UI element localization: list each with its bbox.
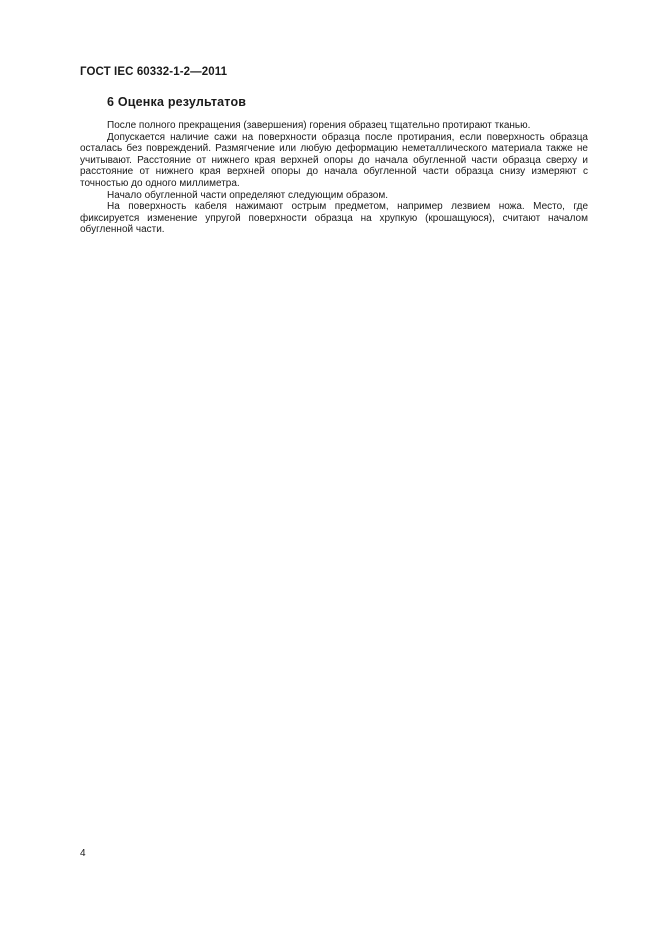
- paragraph: После полного прекращения (завершения) горения образец тщательно протирают тканью.: [107, 120, 531, 131]
- section-heading: 6 Оценка результатов: [107, 95, 247, 109]
- paragraph: Допускается наличие сажи на поверхности образца после протирания, если поверхность образца осталась без повреждений. Размягчение или любую деформацию неметаллического материала также не учитывают. Расстояние от нижнего края верхней опоры до начала обугленной части образца сверху и расстояние от нижнего края верхней опоры до начала обугленной части образца снизу измеряют с точностью до одного миллиметра.: [80, 131, 588, 189]
- page-number: 4: [80, 848, 86, 859]
- section-body: [80, 120, 588, 236]
- paragraph: Начало обугленной части определяют следующим образом.: [107, 189, 389, 201]
- paragraph: На поверхность кабеля нажимают острым предметом, например лезвием ножа. Место, где фиксируется изменение упругой поверхности образца на хрупкую (крошащуюся), считают началом обугленной части.: [80, 201, 588, 236]
- document-header: ГОСТ IEC 60332-1-2—2011: [80, 66, 228, 78]
